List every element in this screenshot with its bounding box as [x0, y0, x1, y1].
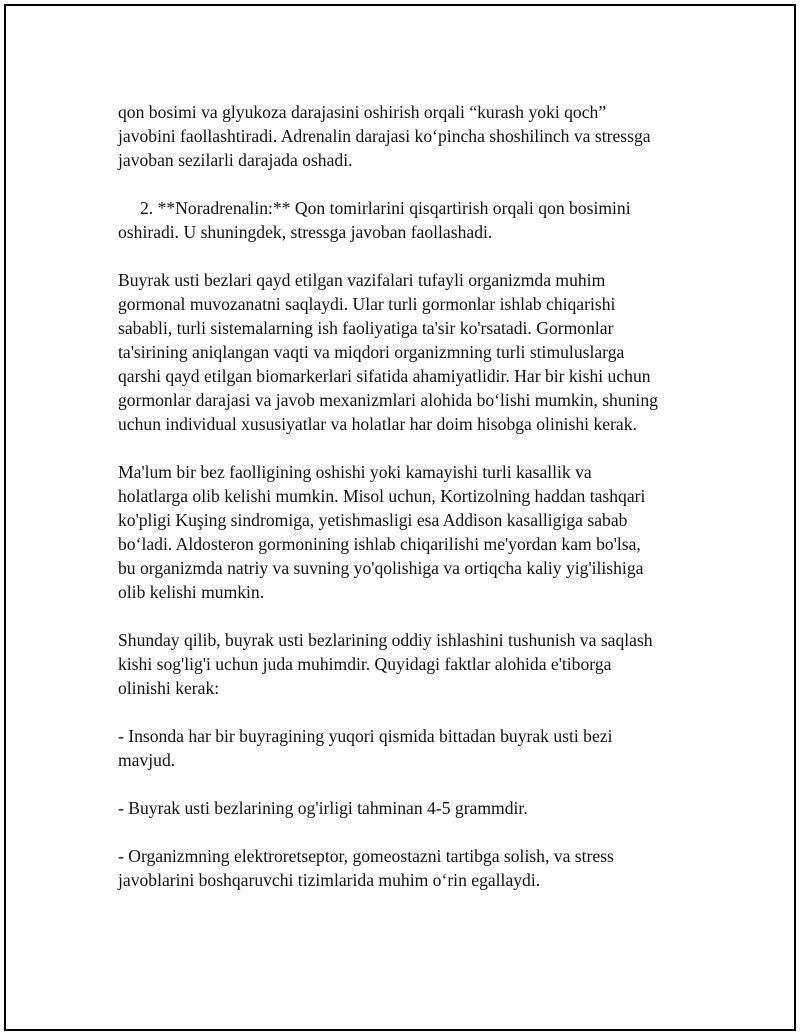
- text-line: ta'sirining aniqlangan vaqti va miqdori organizmning turli stimuluslarga: [118, 342, 625, 362]
- text-line: javoblarini boshqaruvchi tizimlarida muhim oʻrin egallaydi.: [118, 870, 541, 890]
- text-line: - Insonda har bir buyragining yuqori qismida bittadan buyrak usti bezi: [118, 726, 613, 746]
- text-line: gormonal muvozanatni saqlaydi. Ular turli gormonlar ishlab chiqarishi: [118, 294, 616, 314]
- text-line: Ma'lum bir bez faolligining oshishi yoki kamayishi turli kasallik va: [118, 462, 592, 482]
- paragraph-hormonal-balance: [118, 268, 696, 436]
- text-line: 2. **Noradrenalin:** Qon tomirlarini qisqartirish orqali qon bosimini: [140, 198, 631, 218]
- text-line: bu organizmda natriy va suvning yo'qolishiga va ortiqcha kaliy yig'ilishiga: [118, 558, 644, 578]
- text-line: kishi sog'lig'i uchun juda muhimdir. Quyidagi faktlar alohida e'tiborga: [118, 654, 612, 674]
- paragraph-diseases: [118, 460, 696, 604]
- document-body: [118, 100, 696, 916]
- text-line: sababli, turli sistemalarning ish faoliyatiga ta'sir ko'rsatadi. Gormonlar: [118, 318, 614, 338]
- text-line: mavjud.: [118, 750, 176, 770]
- text-line: boʻladi. Aldosteron gormonining ishlab chiqarilishi me'yordan kam bo'lsa,: [118, 534, 641, 554]
- text-line: uchun individual xususiyatlar va holatlar har doim hisobga olinishi kerak.: [118, 414, 637, 434]
- text-line: olinishi kerak:: [118, 678, 220, 698]
- text-line: qon bosimi va glyukoza darajasini oshirish orqali “kurash yoki qoch”: [118, 102, 607, 122]
- page-frame: [4, 4, 796, 1031]
- text-line: - Organizmning elektroretseptor, gomeostazni tartibga solish, va stress: [118, 846, 614, 866]
- text-line: holatlarga olib kelishi mumkin. Misol uchun, Kortizolning haddan tashqari: [118, 486, 646, 506]
- text-line: gormonlar darajasi va javob mexanizmlari alohida boʻlishi mumkin, shuning: [118, 390, 658, 410]
- fact-item-location: [118, 724, 696, 772]
- list-item-noradrenalin: [118, 196, 696, 244]
- text-line: javoban sezilarli darajada oshadi.: [118, 150, 353, 170]
- paragraph-adrenalin: [118, 100, 696, 172]
- text-line: qarshi qayd etilgan biomarkerlari sifatida ahamiyatlidir. Har bir kishi uchun: [118, 366, 651, 386]
- text-line: olib kelishi mumkin.: [118, 582, 265, 602]
- paragraph-conclusion: [118, 628, 696, 700]
- fact-item-weight: [118, 796, 696, 820]
- text-line: Shunday qilib, buyrak usti bezlarining oddiy ishlashini tushunish va saqlash: [118, 630, 653, 650]
- text-line: Buyrak usti bezlari qayd etilgan vazifalari tufayli organizmda muhim: [118, 270, 606, 290]
- text-line: - Buyrak usti bezlarining og'irligi tahminan 4-5 grammdir.: [118, 798, 528, 818]
- fact-item-role: [118, 844, 696, 892]
- text-line: javobini faollashtiradi. Adrenalin darajasi koʻpincha shoshilinch va stressga: [118, 126, 651, 146]
- text-line: oshiradi. U shuningdek, stressga javoban faollashadi.: [118, 222, 493, 242]
- text-line: ko'pligi Kuşing sindromiga, yetishmasligi esa Addison kasalligiga sabab: [118, 510, 628, 530]
